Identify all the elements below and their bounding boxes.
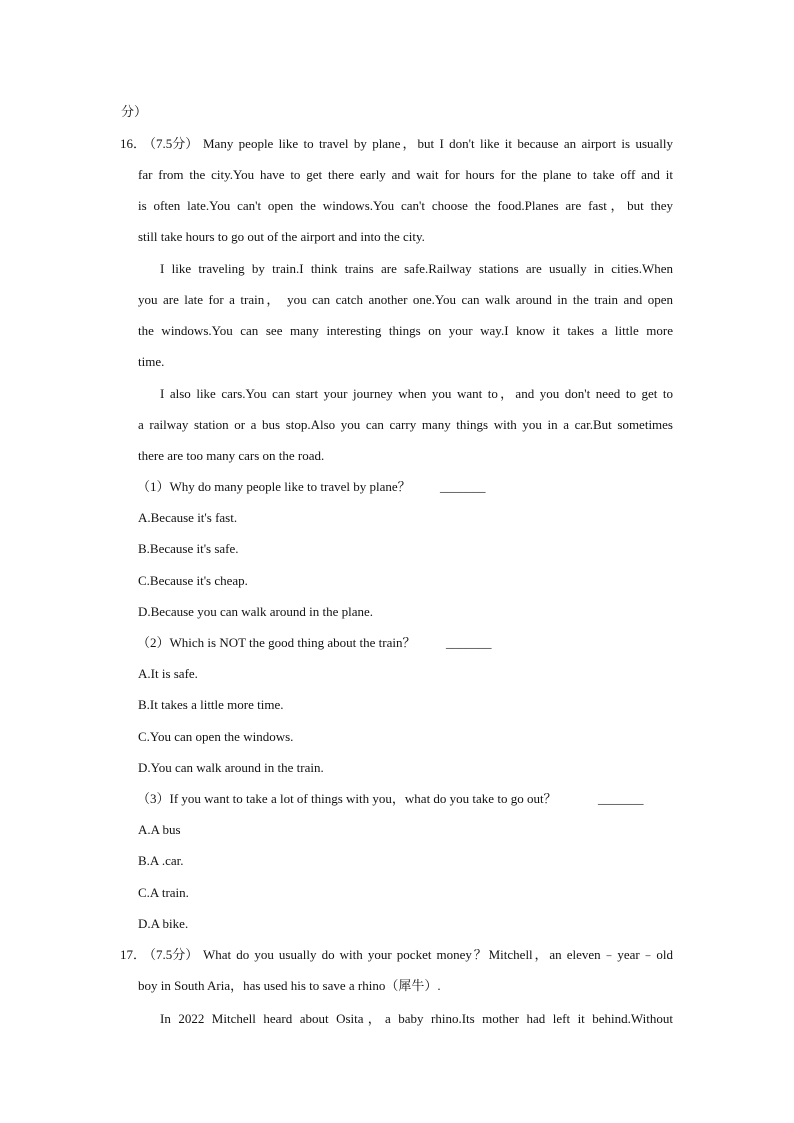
q16-passage-line: far from the city.You have to get there early and wait for hours for the plane to take off and it [138,167,673,182]
q16-passage-line: still take hours to go out of the airport and into the city. [138,229,425,244]
q16-sub3-option-b[interactable]: B.A .car. [138,853,184,868]
q16-passage-line: you are late for a train， you can catch another one.You can walk around in the train and open [138,292,673,307]
q16-sub2-option-c[interactable]: C.You can open the windows. [138,729,294,744]
q16-sub1-answer-blank[interactable]: _______ [440,479,486,494]
q16-sub1-option-c[interactable]: C.Because it's cheap. [138,573,248,588]
q16-passage-line: Many people like to travel by plane，but I don't like it because an airport is usually [203,136,673,151]
q16-sub1-option-a[interactable]: A.Because it's fast. [138,510,238,525]
q16-sub2-option-a[interactable]: A.It is safe. [138,666,198,681]
q16-passage-line: I also like cars.You can start your journey when you want to，and you don't need to get to [160,386,673,401]
q17-passage-line: What do you usually do with your pocket money？Mitchell，an eleven﹣year﹣old [203,947,673,962]
q16-sub2-option-b[interactable]: B.It takes a little more time. [138,697,284,712]
q16-sub2-answer-blank[interactable]: _______ [446,635,492,650]
q16-sub2-option-d[interactable]: D.You can walk around in the train. [138,760,324,775]
q16-score: （7.5分） [143,136,199,151]
q16-passage-line: time. [138,354,165,369]
q16-sub3-option-d[interactable]: D.A bike. [138,916,189,931]
q16-number: 16． [120,136,147,151]
header-fragment: 分） [121,104,148,119]
q16-sub1-option-b[interactable]: B.Because it's safe. [138,541,239,556]
q16-sub3-answer-blank[interactable]: _______ [598,791,644,806]
q16-passage-line: I like traveling by train.I think trains are safe.Railway stations are usually in cities.When [160,261,673,276]
q17-number: 17． [120,947,147,962]
q16-passage-line: the windows.You can see many interesting things on your way.I know it takes a little more [138,323,673,338]
q16-sub2-stem: （2）Which is NOT the good thing about the train？ [137,635,416,650]
q16-sub1-option-d[interactable]: D.Because you can walk around in the plane. [138,604,374,619]
q17-passage-line: In 2022 Mitchell heard about Osita，a baby rhino.Its mother had left it behind.Without [160,1011,673,1026]
q16-passage-line: a railway station or a bus stop.Also you can carry many things with you in a car.But sometimes [138,417,673,432]
q16-sub3-stem: （3）If you want to take a lot of things with you，what do you take to go out？ [137,791,557,806]
q16-sub1-stem: （1）Why do many people like to travel by plane？ [137,479,411,494]
q16-sub3-option-c[interactable]: C.A train. [138,885,189,900]
q17-passage-line: boy in South Aria，has used his to save a rhino（犀牛）. [138,978,441,993]
q17-score: （7.5分） [143,947,199,962]
q16-passage-line: there are too many cars on the road. [138,448,325,463]
q16-sub3-option-a[interactable]: A.A bus [138,822,181,837]
q16-passage-line: is often late.You can't open the windows.You can't choose the food.Planes are fast，but they [138,198,673,213]
